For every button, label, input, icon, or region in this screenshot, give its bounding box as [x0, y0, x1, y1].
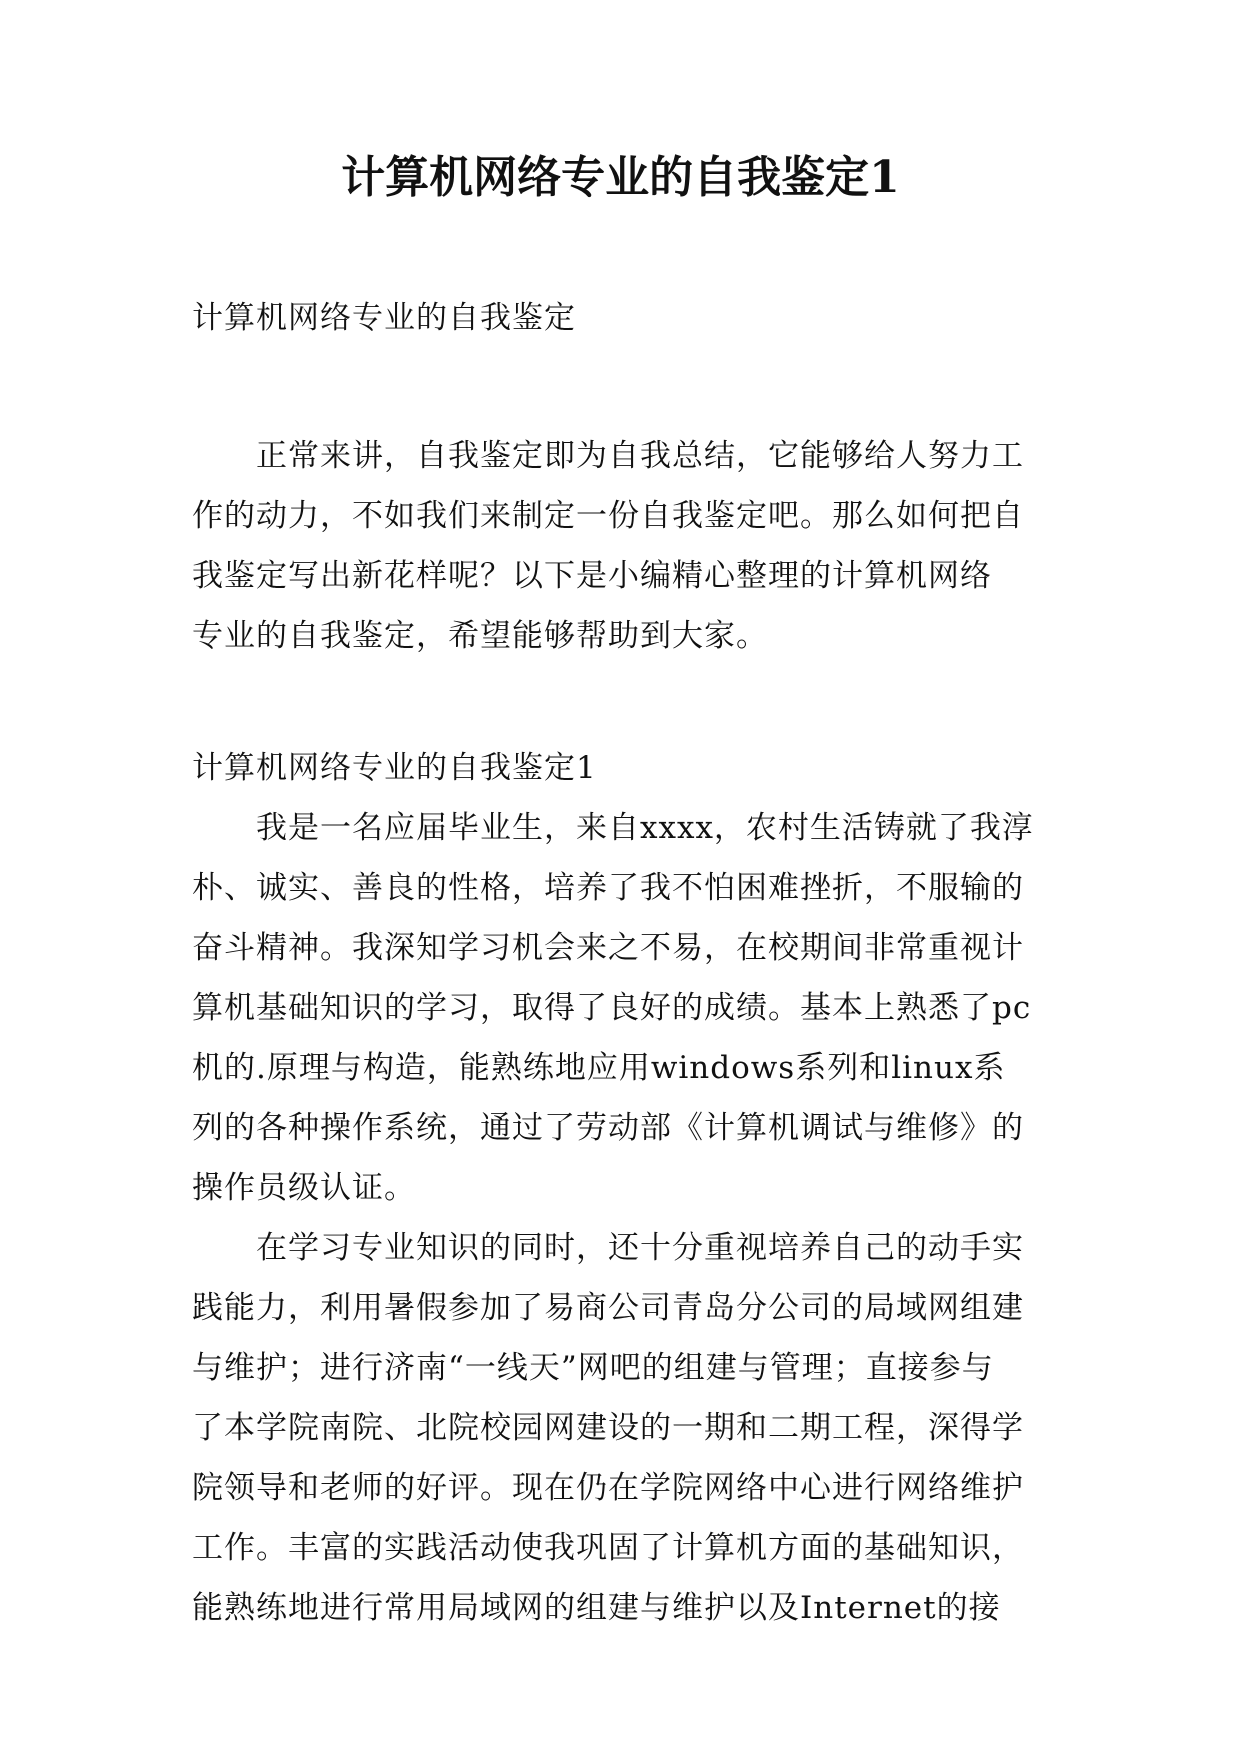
- paragraph-line: 列的各种操作系统，通过了劳动部《计算机调试与维修》的: [192, 1110, 1024, 1146]
- paragraph-line: 工作。丰富的实践活动使我巩固了计算机方面的基础知识，: [192, 1530, 1024, 1566]
- paragraph-line: 与维护；进行济南“一线天”网吧的组建与管理；直接参与: [192, 1350, 994, 1386]
- paragraph-line: 院领导和老师的好评。现在仍在学院网络中心进行网络维护: [192, 1470, 1024, 1506]
- body-paragraph-2: [192, 1218, 1052, 1638]
- document-title: 计算机网络专业的自我鉴定1: [341, 152, 900, 203]
- paragraph-line: 算机基础知识的学习，取得了良好的成绩。基本上熟悉了pc: [192, 990, 1032, 1026]
- intro-line: 我鉴定写出新花样呢？以下是小编精心整理的计算机网络: [192, 558, 992, 594]
- paragraph-line: 践能力，利用暑假参加了易商公司青岛分公司的局域网组建: [192, 1290, 1024, 1326]
- paragraph-line: 朴、诚实、善良的性格，培养了我不怕困难挫折，不服输的: [192, 870, 1024, 906]
- intro-paragraph: [192, 426, 1052, 666]
- paragraph-line: 奋斗精神。我深知学习机会来之不易，在校期间非常重视计: [192, 930, 1024, 966]
- intro-line: 作的动力，不如我们来制定一份自我鉴定吧。那么如何把自: [192, 498, 1024, 534]
- intro-line: 专业的自我鉴定，希望能够帮助到大家。: [192, 618, 768, 654]
- paragraph-line: 我是一名应届毕业生，来自xxxx，农村生活铸就了我淳: [256, 810, 1034, 846]
- paragraph-line: 操作员级认证。: [192, 1170, 416, 1206]
- spacer: [192, 348, 1052, 426]
- spacer: [192, 666, 1052, 738]
- paragraph-line: 机的.原理与构造，能熟练地应用windows系列和linux系: [192, 1050, 1006, 1086]
- body-paragraph-1: [192, 798, 1052, 1218]
- section-heading: 计算机网络专业的自我鉴定1: [192, 750, 597, 786]
- intro-line: 正常来讲，自我鉴定即为自我总结，它能够给人努力工: [256, 438, 1024, 474]
- document-body: [192, 288, 1052, 1638]
- document-subtitle: 计算机网络专业的自我鉴定: [192, 300, 576, 336]
- paragraph-line: 能熟练地进行常用局域网的组建与维护以及Internet的接: [192, 1590, 1001, 1626]
- paragraph-line: 在学习专业知识的同时，还十分重视培养自己的动手实: [256, 1230, 1024, 1266]
- paragraph-line: 了本学院南院、北院校园网建设的一期和二期工程，深得学: [192, 1410, 1024, 1446]
